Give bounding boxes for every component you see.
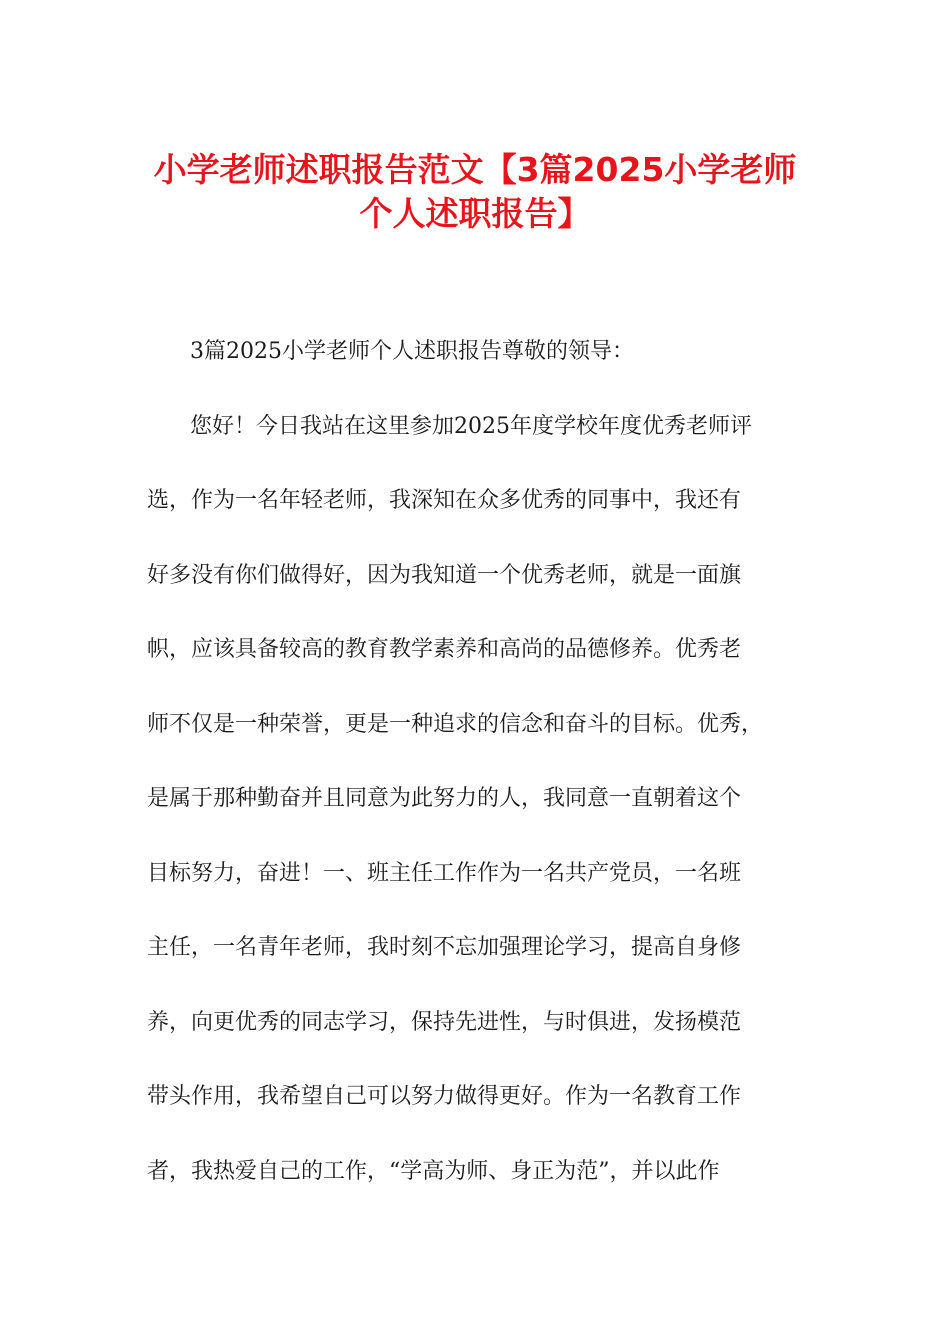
body-line-8: 目标努力，奋进！一、班主任工作作为一名共产党员，一名班	[147, 861, 742, 886]
body-line-12: 者，我热爱自己的工作，“学高为师、身正为范”，并以此作	[147, 1159, 720, 1184]
body-line-4: 好多没有你们做得好，因为我知道一个优秀老师，就是一面旗	[147, 563, 742, 588]
body-line-7: 是属于那种勤奋并且同意为此努力的人，我同意一直朝着这个	[147, 786, 742, 811]
body-line-2: 您好！今日我站在这里参加2025年度学校年度优秀老师评	[190, 414, 752, 439]
body-line-10: 养，向更优秀的同志学习，保持先进性，与时俱进，发扬模范	[147, 1010, 742, 1035]
document-title-line-2: 个人述职报告】	[359, 194, 591, 233]
body-line-1: 3篇2025小学老师个人述职报告尊敬的领导：	[190, 339, 634, 364]
body-line-5: 帜，应该具备较高的教育教学素养和高尚的品德修养。优秀老	[147, 637, 742, 662]
body-line-6: 师不仅是一种荣誉，更是一种追求的信念和奋斗的目标。优秀，	[147, 712, 764, 737]
document-title-line-1: 小学老师述职报告范文【3篇2025小学老师	[153, 150, 797, 189]
body-line-9: 主任，一名青年老师，我时刻不忘加强理论学习，提高自身修	[147, 935, 742, 960]
body-line-11: 带头作用，我希望自己可以努力做得更好。作为一名教育工作	[147, 1084, 742, 1109]
body-line-3: 选，作为一名年轻老师，我深知在众多优秀的同事中，我还有	[147, 488, 742, 513]
